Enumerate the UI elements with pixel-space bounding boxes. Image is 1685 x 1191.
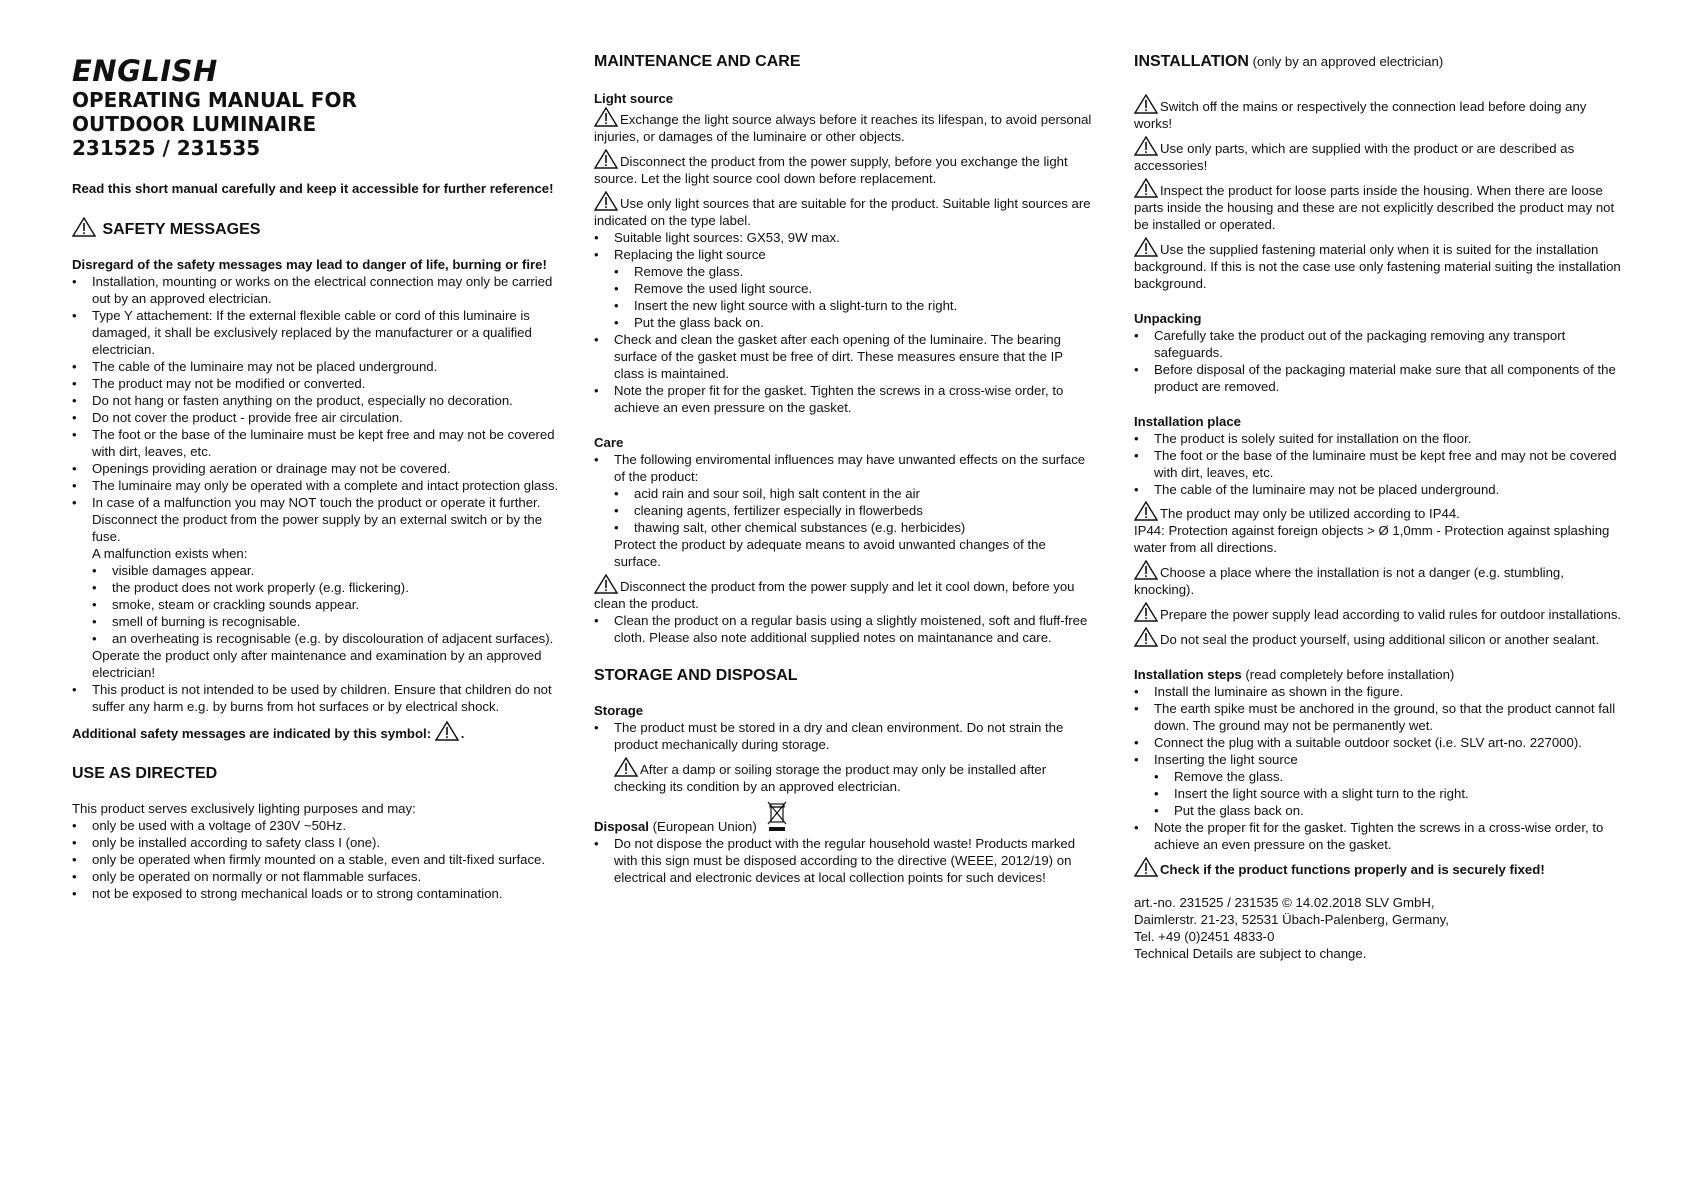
warning-text: After a damp or soiling storage the product may only be installed after checking its condition by an approved electrician. — [614, 762, 1047, 794]
list-item: • Before disposal of the packaging material make sure that all components of the product are removed. — [1134, 361, 1624, 395]
warning-triangle-icon — [594, 191, 618, 211]
list-item: • Do not dispose the product with the regular household waste! Products marked with this sign must be disposed according to the directive (WEEE, 2012/19) on electrical and electronic devices at local collection points for such devices! — [594, 835, 1096, 886]
warning-text: Disconnect the product from the power supply, before you exchange the light source. Let the light source cool down before replacement. — [594, 154, 1068, 186]
warning-text: Use the supplied fastening material only when it is suited for the installation background. If this is not the case use only fastening material suiting the installation background. — [1134, 242, 1621, 291]
final-check — [1134, 857, 1624, 878]
installation-steps-list — [1134, 683, 1624, 853]
list-item: • The foot or the base of the luminaire must be kept free and may not be covered with dirt, leaves, etc. — [72, 426, 562, 460]
care-sublist — [614, 485, 1096, 536]
warning-text: Use only parts, which are supplied with the product or are described as accessories! — [1134, 141, 1575, 173]
list-item — [72, 494, 562, 681]
list-item: • not be exposed to strong mechanical loads or to strong contamination. — [72, 885, 562, 902]
manual-title-line-2: OUTDOOR LUMINAIRE — [72, 112, 317, 136]
list-item: • The earth spike must be anchored in the ground, so that the product cannot fall down. The ground may not be permanently wet. — [1134, 700, 1624, 734]
warning-triangle-icon — [1134, 501, 1158, 521]
ip-text: IP44: Protection against foreign objects > Ø 1,0mm - Protection against splashing water from all directions. — [1134, 523, 1610, 555]
installation-heading: INSTALLATION — [1134, 53, 1249, 70]
safety-heading — [72, 217, 562, 240]
inserting-sublist — [1154, 768, 1624, 819]
list-item — [594, 719, 1096, 795]
list-item: • Installation, mounting or works on the electrical connection may only be carried out by an approved electrician. — [72, 273, 562, 307]
safety-warning: Disregard of the safety messages may lead to danger of life, burning or fire! — [72, 257, 547, 272]
list-item: • Put the glass back on. — [614, 314, 1096, 331]
list-item: • Do not cover the product - provide free air circulation. — [72, 409, 562, 426]
care-heading: Care — [594, 435, 624, 450]
light-source-list — [594, 229, 1096, 416]
list-item: • Connect the plug with a suitable outdoor socket (i.e. SLV art-no. 227000). — [1134, 734, 1624, 751]
storage-text: The product must be stored in a dry and clean environment. Do not strain the product mechanically during storage. — [614, 720, 1064, 752]
list-item: • Openings providing aeration or drainage may not be covered. — [72, 460, 562, 477]
warning-triangle-icon — [1134, 136, 1158, 156]
installation-place-heading: Installation place — [1134, 414, 1241, 429]
warning-triangle-icon — [594, 149, 618, 169]
warning-paragraph — [1134, 560, 1624, 598]
warning-text: Inspect the product for loose parts inside the housing. When there are loose parts inside the housing and these are not explicitly described the product may not be installed or operated. — [1134, 183, 1615, 232]
step-text: Inserting the light source — [1154, 752, 1298, 767]
disposal-subheading: Disposal — [594, 819, 649, 834]
safety-list — [72, 273, 562, 715]
list-item: • Put the glass back on. — [1154, 802, 1624, 819]
warning-triangle-icon — [1134, 560, 1158, 580]
warning-text: Switch off the mains or respectively the connection lead before doing any works! — [1134, 99, 1587, 131]
list-item: • smell of burning is recognisable. — [92, 613, 562, 630]
column-middle — [594, 0, 1096, 886]
additional-safety-end: . — [460, 726, 465, 741]
list-item: • The foot or the base of the luminaire must be kept free and may not be covered with dirt, leaves, etc. — [1134, 447, 1624, 481]
list-item: • Remove the glass. — [1154, 768, 1624, 785]
installation-place-list — [1134, 430, 1624, 498]
warning-text: Do not seal the product yourself, using additional silicon or another sealant. — [1160, 632, 1600, 647]
list-item: • Check and clean the gasket after each opening of the luminaire. The bearing surface of the gasket must be free of dirt. These measures ensure that the IP class is maintained. — [594, 331, 1096, 382]
warning-paragraph — [594, 149, 1096, 187]
malfunction-after: Operate the product only after maintenance and examination by an approved electrician! — [92, 648, 542, 680]
list-item: • only be operated on normally or not flammable surfaces. — [72, 868, 562, 885]
warning-paragraph — [594, 107, 1096, 145]
warning-paragraph — [1134, 237, 1624, 292]
replacing-text: Replacing the light source — [614, 247, 766, 262]
care-list-2 — [594, 612, 1096, 646]
malfunction-exists: A malfunction exists when: — [92, 546, 248, 561]
list-item: • acid rain and sour soil, high salt content in the air — [614, 485, 1096, 502]
storage-list — [594, 719, 1096, 795]
warning-triangle-icon — [1134, 627, 1158, 647]
footer-line: Technical Details are subject to change. — [1134, 946, 1367, 961]
final-check-text: Check if the product functions properly and is securely fixed! — [1160, 862, 1545, 877]
footer-line: Tel. +49 (0)2451 4833-0 — [1134, 929, 1275, 944]
list-item: • only be installed according to safety class I (one). — [72, 834, 562, 851]
list-item: • The luminaire may only be operated with a complete and intact protection glass. — [72, 477, 562, 494]
light-source-heading: Light source — [594, 91, 674, 106]
warning-paragraph — [1134, 94, 1624, 132]
warning-text: Prepare the power supply lead according to valid rules for outdoor installations. — [1160, 607, 1622, 622]
list-item: • The cable of the luminaire may not be placed underground. — [1134, 481, 1624, 498]
warning-paragraph — [614, 757, 1096, 795]
list-item: • Type Y attachement: If the external flexible cable or cord of this luminaire is damaged, it shall be exclusively replaced by the manufacturer or a qualified electrician. — [72, 307, 562, 358]
list-item: • Clean the product on a regular basis using a slightly moistened, soft and fluff-free cloth. Please also note additional supplied notes on maintanance and care. — [594, 612, 1096, 646]
list-item: • Do not hang or fasten anything on the product, especially no decoration. — [72, 392, 562, 409]
list-item: • The cable of the luminaire may not be placed underground. — [72, 358, 562, 375]
list-item — [594, 246, 1096, 331]
installation-steps-heading: Installation steps — [1134, 667, 1242, 682]
list-item: • only be operated when firmly mounted on a stable, even and tilt-fixed surface. — [72, 851, 562, 868]
use-heading: USE AS DIRECTED — [72, 765, 218, 782]
manual-title-line-3: 231525 / 231535 — [72, 136, 261, 160]
additional-safety-text: Additional safety messages are indicated by this symbol: — [72, 726, 432, 741]
list-item: • only be used with a voltage of 230V ~50Hz. — [72, 817, 562, 834]
list-item: • Suitable light sources: GX53, 9W max. — [594, 229, 1096, 246]
care-protect: Protect the product by adequate means to avoid unwanted changes of the surface. — [614, 537, 1046, 569]
malfunction-text: In case of a malfunction you may NOT touch the product or operate it further. Disconnect the product from the power supply by an external switch or by the fuse. — [92, 495, 543, 544]
list-item — [1134, 751, 1624, 819]
warning-triangle-icon — [1134, 602, 1158, 622]
maintenance-heading: MAINTENANCE AND CARE — [594, 53, 801, 70]
installation-steps-note: (read completely before installation) — [1245, 667, 1455, 682]
manual-title-line-1: OPERATING MANUAL FOR — [72, 88, 357, 112]
list-item: • Note the proper fit for the gasket. Tighten the screws in a cross-wise order, to achieve an even pressure on the gasket. — [1134, 819, 1624, 853]
warning-triangle-icon — [72, 217, 96, 237]
warning-text: Use only light sources that are suitable for the product. Suitable light sources are indicated on the type label. — [594, 196, 1091, 228]
list-item: • the product does not work properly (e.g. flickering). — [92, 579, 562, 596]
disposal-heading-line — [594, 799, 1096, 835]
installation-heading-note: (only by an approved electrician) — [1252, 54, 1444, 69]
warning-paragraph — [1134, 178, 1624, 233]
disposal-region: (European Union) — [652, 819, 757, 834]
language-title: ENGLISH — [72, 54, 218, 88]
warning-triangle-icon — [614, 757, 638, 777]
list-item: • visible damages appear. — [92, 562, 562, 579]
footer-line: Daimlerstr. 21-23, 52531 Übach-Palenberg, Germany, — [1134, 912, 1449, 927]
additional-safety — [72, 721, 562, 742]
list-item: • The product may not be modified or converted. — [72, 375, 562, 392]
list-item: • Note the proper fit for the gasket. Tighten the screws in a cross-wise order, to achieve an even pressure on the gasket. — [594, 382, 1096, 416]
warning-triangle-icon — [1134, 237, 1158, 257]
unpacking-list — [1134, 327, 1624, 395]
list-item: • smoke, steam or crackling sounds appear. — [92, 596, 562, 613]
list-item — [594, 451, 1096, 570]
replacing-steps — [614, 263, 1096, 331]
column-left — [72, 0, 562, 902]
warning-paragraph — [1134, 627, 1624, 648]
warning-paragraph — [1134, 602, 1624, 623]
warning-paragraph — [594, 191, 1096, 229]
use-list — [72, 817, 562, 902]
list-item: • an overheating is recognisable (e.g. by discolouration of adjacent surfaces). — [92, 630, 562, 647]
storage-subheading: Storage — [594, 703, 644, 718]
list-item: • Carefully take the product out of the packaging removing any transport safeguards. — [1134, 327, 1624, 361]
footer-line: art.-no. 231525 / 231535 © 14.02.2018 SLV GmbH, — [1134, 895, 1435, 910]
warning-triangle-icon — [435, 721, 459, 741]
list-item: • thawing salt, other chemical substances (e.g. herbicides) — [614, 519, 1096, 536]
list-item: • This product is not intended to be used by children. Ensure that children do not suffer any harm e.g. by burns from hot surfaces or by electrical shock. — [72, 681, 562, 715]
warning-paragraph — [1134, 136, 1624, 174]
installation-steps-heading-line — [1134, 666, 1624, 683]
warning-triangle-icon — [594, 107, 618, 127]
list-item: • Insert the new light source with a slight-turn to the right. — [614, 297, 1096, 314]
warning-paragraph — [594, 574, 1096, 612]
list-item: • Install the luminaire as shown in the figure. — [1134, 683, 1624, 700]
intro-text: Read this short manual carefully and keep it accessible for further reference! — [72, 181, 554, 196]
crossed-bin-icon — [766, 799, 788, 833]
warning-text: Disconnect the product from the power supply and let it cool down, before you clean the product. — [594, 579, 1075, 611]
list-item: • Remove the glass. — [614, 263, 1096, 280]
installation-heading-line — [1134, 52, 1624, 72]
warning-triangle-icon — [1134, 857, 1158, 877]
warning-text: The product may only be utilized according to IP44. — [1160, 506, 1460, 521]
care-list — [594, 451, 1096, 570]
storage-heading: STORAGE AND DISPOSAL — [594, 667, 798, 684]
warning-text: Choose a place where the installation is not a danger (e.g. stumbling, knocking). — [1134, 565, 1564, 597]
disposal-list — [594, 835, 1096, 886]
care-text: The following enviromental influences may have unwanted effects on the surface of the product: — [614, 452, 1086, 484]
list-item: • Remove the used light source. — [614, 280, 1096, 297]
unpacking-heading: Unpacking — [1134, 311, 1202, 326]
warning-paragraph — [1134, 501, 1624, 522]
warning-triangle-icon — [594, 574, 618, 594]
warning-text: Exchange the light source always before it reaches its lifespan, to avoid personal injuries, or damages of the luminaire or other objects. — [594, 112, 1092, 144]
malfunction-sublist — [92, 562, 562, 647]
column-right — [1134, 0, 1624, 962]
use-intro: This product serves exclusively lighting purposes and may: — [72, 801, 416, 816]
list-item: • cleaning agents, fertilizer especially in flowerbeds — [614, 502, 1096, 519]
list-item: • The product is solely suited for installation on the floor. — [1134, 430, 1624, 447]
safety-heading-text: SAFETY MESSAGES — [102, 221, 261, 238]
warning-triangle-icon — [1134, 94, 1158, 114]
warning-triangle-icon — [1134, 178, 1158, 198]
list-item: • Insert the light source with a slight turn to the right. — [1154, 785, 1624, 802]
